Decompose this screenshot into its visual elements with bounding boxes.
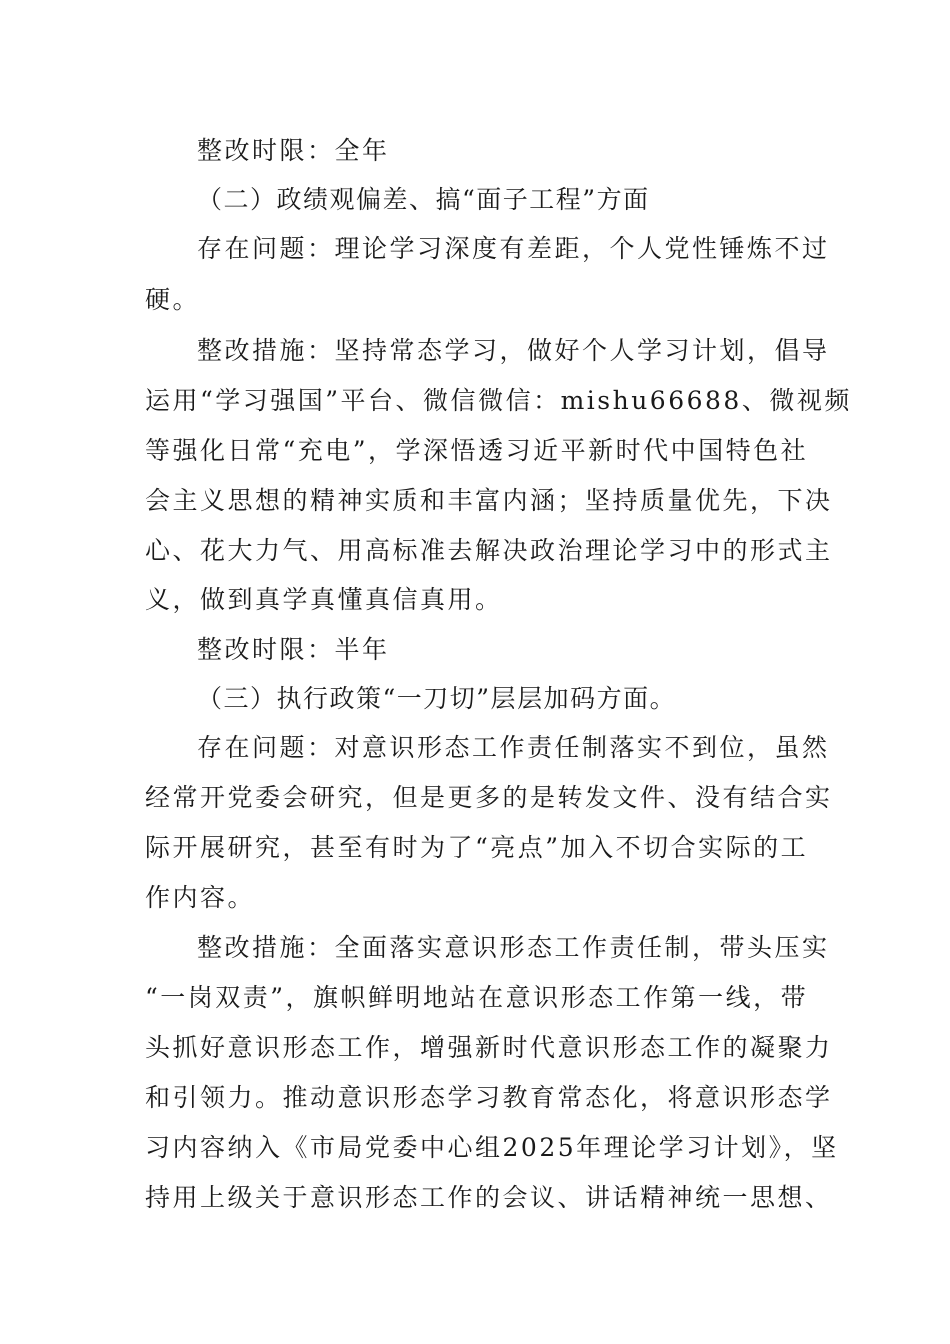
measures-2-line-3: 等强化日常“充电”，学深悟透习近平新时代中国特色社	[145, 436, 809, 465]
problem-3-line-4: 作内容。	[145, 883, 256, 912]
section-heading-2: （二）政绩观偏差、搞“面子工程”方面	[197, 185, 650, 214]
section-heading-3: （三）执行政策“一刀切”层层加码方面。	[197, 684, 677, 713]
measures-3-line-2: “一岗双责”，旗帜鲜明地站在意识形态工作第一线，带	[145, 983, 809, 1012]
measures-2-line-4: 会主义思想的精神实质和丰富内涵；坚持质量优先，下决	[145, 486, 833, 515]
problem-2-line-2: 硬。	[145, 285, 201, 314]
deadline-half-year: 整改时限：半年	[197, 635, 390, 664]
measures-3-line-6: 持用上级关于意识形态工作的会议、讲话精神统一思想、	[145, 1183, 833, 1212]
problem-3-line-2: 经常开党委会研究，但是更多的是转发文件、没有结合实	[145, 783, 833, 812]
measures-3-line-4: 和引领力。推动意识形态学习教育常态化，将意识形态学	[145, 1083, 833, 1112]
measures-2-line-6: 义，做到真学真懂真信真用。	[145, 585, 503, 614]
measures-2-line-2: 运用“学习强国”平台、微信微信：mishu66688、微视频	[145, 386, 852, 415]
problem-2-line-1: 存在问题：理论学习深度有差距，个人党性锤炼不过	[197, 234, 830, 263]
measures-2-line-1: 整改措施：坚持常态学习，做好个人学习计划，倡导	[197, 336, 830, 365]
deadline-full-year: 整改时限：全年	[197, 136, 390, 165]
problem-3-line-1: 存在问题：对意识形态工作责任制落实不到位，虽然	[197, 733, 830, 762]
measures-3-line-3: 头抓好意识形态工作，增强新时代意识形态工作的凝聚力	[145, 1033, 833, 1062]
measures-3-line-5: 习内容纳入《市局党委中心组2025年理论学习计划》，坚	[145, 1133, 839, 1162]
measures-3-line-1: 整改措施：全面落实意识形态工作责任制，带头压实	[197, 933, 830, 962]
problem-3-line-3: 际开展研究，甚至有时为了“亮点”加入不切合实际的工	[145, 833, 809, 862]
measures-2-line-5: 心、花大力气、用高标准去解决政治理论学习中的形式主	[145, 536, 833, 565]
